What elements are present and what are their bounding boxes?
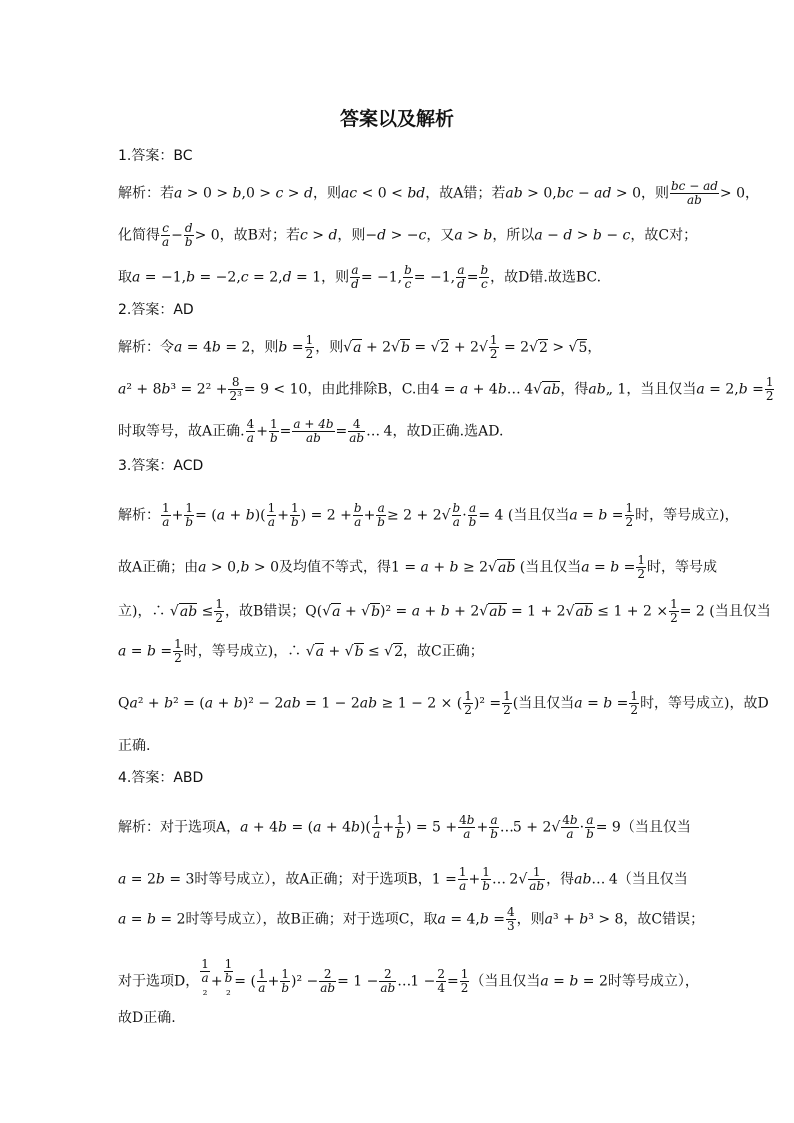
q1-line3: 取a = −1,b = −2,c = 2,d = 1，则 $\frac{a}{d}$ = −1, $\frac{b}{c}$ = −1, $\frac{a}{d}$ = $\frac{b}{c}$ ，故D错.故选BC. bbox=[118, 263, 602, 291]
q1-answer: 1.答案：BC bbox=[118, 148, 193, 164]
q2-line2: a² + 8b³ = 2² + $\frac{8}{\text{2³}}$ = 9 < 10，由此排除B，C.由4 = a + 4b… 4√ab，得ab„ 1，当且仅当a = 2,b = $\frac{1}{2}$ bbox=[118, 375, 774, 403]
q2-line1: 解析：令a = 4b = 2，则b = $\frac{1}{2}$ ，则√a + 2√b = √2 + 2√ $\frac{1}{2}$ = 2√2 > √5， bbox=[118, 333, 602, 361]
q3-line3: 立)，∴ √ab ≤ $\frac{1}{2}$ ，故B错误；Q(√a + √b)² = a + b + 2√ab = 1 + 2√ab ≤ 1 + 2 × $\frac{1}{2}$ = 2 (当且仅当 bbox=[118, 597, 771, 625]
page-title: 答案以及解析 bbox=[339, 108, 454, 130]
q4-line5: 故D正确. bbox=[118, 1010, 176, 1026]
q2-answer: 2.答案：AD bbox=[118, 302, 194, 318]
q4-line4: 对于选项D， 1 a ²+ 1 b ²= ( $\frac{1}{a}$ + $\frac{1}{b}$ )² − $\frac{2}{ab}$ = 1 − $\frac{2}{ab}$ …1 − $\frac{2}{4}$ = $\frac{1}{2}$ （当且仅当a = b = 2时等号成立）， bbox=[118, 957, 699, 1002]
q3-line5: Qa² + b² = (a + b)² − 2ab = 1 − 2ab ≥ 1 − 2 × ( $\frac{1}{2}$ )² = $\frac{1}{2}$ (当且仅当a = b = $\frac{1}{2}$ 时，等号成立)，故D bbox=[118, 689, 769, 717]
q4-line1: 解析：对于选项A，a + 4b = (a + 4b)( $\frac{1}{a}$ + $\frac{1}{b}$ ) = 5 + $\frac{4b}{a}$ + $\frac{a}{b}$ …5 + 2√ $\frac{4b}{a}$ · $\frac{a}{b}$ = 9（当且仅当 bbox=[118, 813, 691, 841]
q2-line3: 时取等号，故A正确. $\frac{4}{a}$ + $\frac{1}{b}$ = $\frac{a + 4b}{ab}$ = $\frac{4}{ab}$ … 4，故D正确.选AD. bbox=[118, 417, 504, 445]
q1-line1: 解析：若a > 0 > b,0 > c > d，则ac < 0 < bd，故A错；若ab > 0,bc − ad > 0，则 $\frac{bc - ad}{ab}$ > 0， bbox=[118, 179, 760, 207]
q3-line2: 故A正确；由a > 0,b > 0及均值不等式，得1 = a + b ≥ 2√ab (当且仅当a = b = $\frac{1}{2}$ 时，等号成 bbox=[118, 553, 717, 581]
q3-line1: 解析： $\frac{1}{a}$ + $\frac{1}{b}$ = (a + b)( $\frac{1}{a}$ + $\frac{1}{b}$ ) = 2 + $\frac{b}{a}$ + $\frac{a}{b}$ ≥ 2 + 2√ $\frac{b}{a}$ · $\frac{a}{b}$ = 4 (当且仅当a = b = $\frac{1}{2}$ 时，等号成立)， bbox=[118, 501, 739, 529]
q3-line4: a = b = $\frac{1}{2}$ 时，等号成立)，∴ √a + √b ≤ √2，故C正确； bbox=[118, 637, 484, 665]
q4-line3: a = b = 2时等号成立），故B正确；对于选项C，取a = 4,b = $\frac{4}{3}$ ，则a³ + b³ > 8，故C错误； bbox=[118, 905, 705, 933]
q1-line2: 化简得 $\frac{c}{a}$ − $\frac{d}{b}$ > 0，故B对；若c > d，则−d > −c，又a > b，所以a − d > b − c，故C对； bbox=[118, 221, 698, 249]
q3-answer: 3.答案：ACD bbox=[118, 458, 204, 474]
q3-line6: 正确. bbox=[118, 738, 151, 754]
q4-line2: a = 2b = 3时等号成立），故A正确；对于选项B，1 = $\frac{1}{a}$ + $\frac{1}{b}$ … 2√ $\frac{1}{ab}$ ，得ab… 4（当且仅当 bbox=[118, 865, 688, 893]
q4-answer: 4.答案：ABD bbox=[118, 770, 204, 786]
